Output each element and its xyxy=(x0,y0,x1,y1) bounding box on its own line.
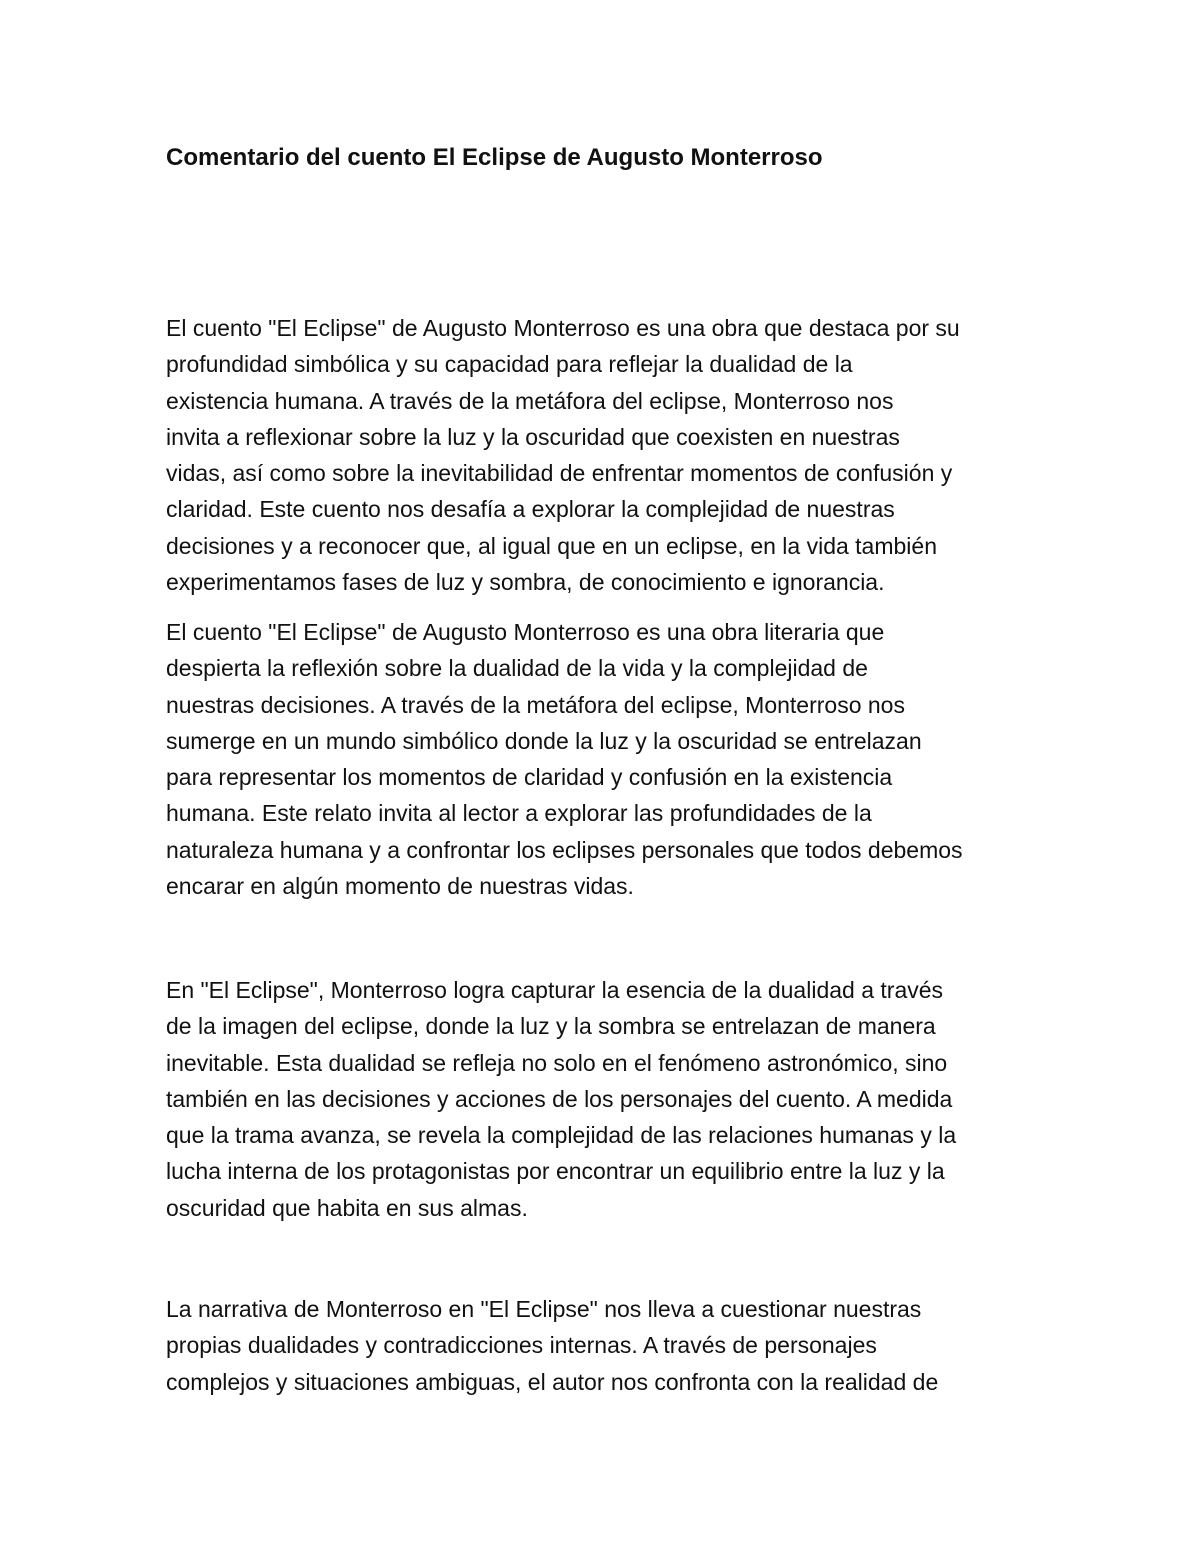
paragraph-line: profundidad simbólica y su capacidad para reflejar la dualidad de la xyxy=(166,351,853,378)
paragraph-line: de la imagen del eclipse, donde la luz y la sombra se entrelazan de manera xyxy=(166,1013,936,1040)
paragraph-line: vidas, así como sobre la inevitabilidad de enfrentar momentos de confusión y xyxy=(166,460,953,487)
paragraph-line: El cuento "El Eclipse" de Augusto Monterroso es una obra que destaca por su xyxy=(166,315,960,341)
document-title: Comentario del cuento El Eclipse de Augusto Monterroso xyxy=(166,144,823,171)
paragraph-line: encarar en algún momento de nuestras vidas. xyxy=(166,873,634,900)
paragraph-line: también en las decisiones y acciones de los personajes del cuento. A medida xyxy=(166,1085,953,1112)
paragraph-line: claridad. Este cuento nos desafía a explorar la complejidad de nuestras xyxy=(166,496,895,523)
paragraph-line: inevitable. Esta dualidad se refleja no solo en el fenómeno astronómico, sino xyxy=(166,1049,948,1076)
paragraph-line: nuestras decisiones. A través de la metáfora del eclipse, Monterroso nos xyxy=(166,691,905,718)
paragraph-line: sumerge en un mundo simbólico donde la luz y la oscuridad se entrelazan xyxy=(166,727,922,754)
paragraph-line: para representar los momentos de claridad y confusión en la existencia xyxy=(166,764,893,791)
paragraph-line: que la trama avanza, se revela la complejidad de las relaciones humanas y la xyxy=(166,1122,957,1149)
paragraph-line: propias dualidades y contradicciones internas. A través de personajes xyxy=(166,1332,877,1359)
paragraph-line: El cuento "El Eclipse" de Augusto Monterroso es una obra literaria que xyxy=(166,619,885,645)
paragraph-line: La narrativa de Monterroso en "El Eclipse" nos lleva a cuestionar nuestras xyxy=(166,1296,922,1322)
paragraph-line: existencia humana. A través de la metáfora del eclipse, Monterroso nos xyxy=(166,387,894,414)
paragraph-line: lucha interna de los protagonistas por encontrar un equilibrio entre la luz y la xyxy=(166,1158,945,1185)
paragraph-line: complejos y situaciones ambiguas, el autor nos confronta con la realidad de xyxy=(166,1368,939,1395)
paragraph-line: despierta la reflexión sobre la dualidad de la vida y la complejidad de xyxy=(166,655,868,682)
paragraph-3 xyxy=(166,972,1046,1226)
paragraph-line: invita a reflexionar sobre la luz y la oscuridad que coexisten en nuestras xyxy=(166,423,900,450)
paragraph-line: decisiones y a reconocer que, al igual que en un eclipse, en la vida también xyxy=(166,532,937,559)
paragraph-line: oscuridad que habita en sus almas. xyxy=(166,1194,528,1221)
paragraph-1 xyxy=(166,310,1046,600)
paragraph-2 xyxy=(166,614,1046,904)
paragraph-line: experimentamos fases de luz y sombra, de conocimiento e ignorancia. xyxy=(166,569,885,596)
paragraph-line: En "El Eclipse", Monterroso logra capturar la esencia de la dualidad a través xyxy=(166,977,944,1003)
paragraph-line: naturaleza humana y a confrontar los eclipses personales que todos debemos xyxy=(166,836,963,863)
paragraph-4 xyxy=(166,1291,1046,1400)
paragraph-line: humana. Este relato invita al lector a explorar las profundidades de la xyxy=(166,800,872,827)
